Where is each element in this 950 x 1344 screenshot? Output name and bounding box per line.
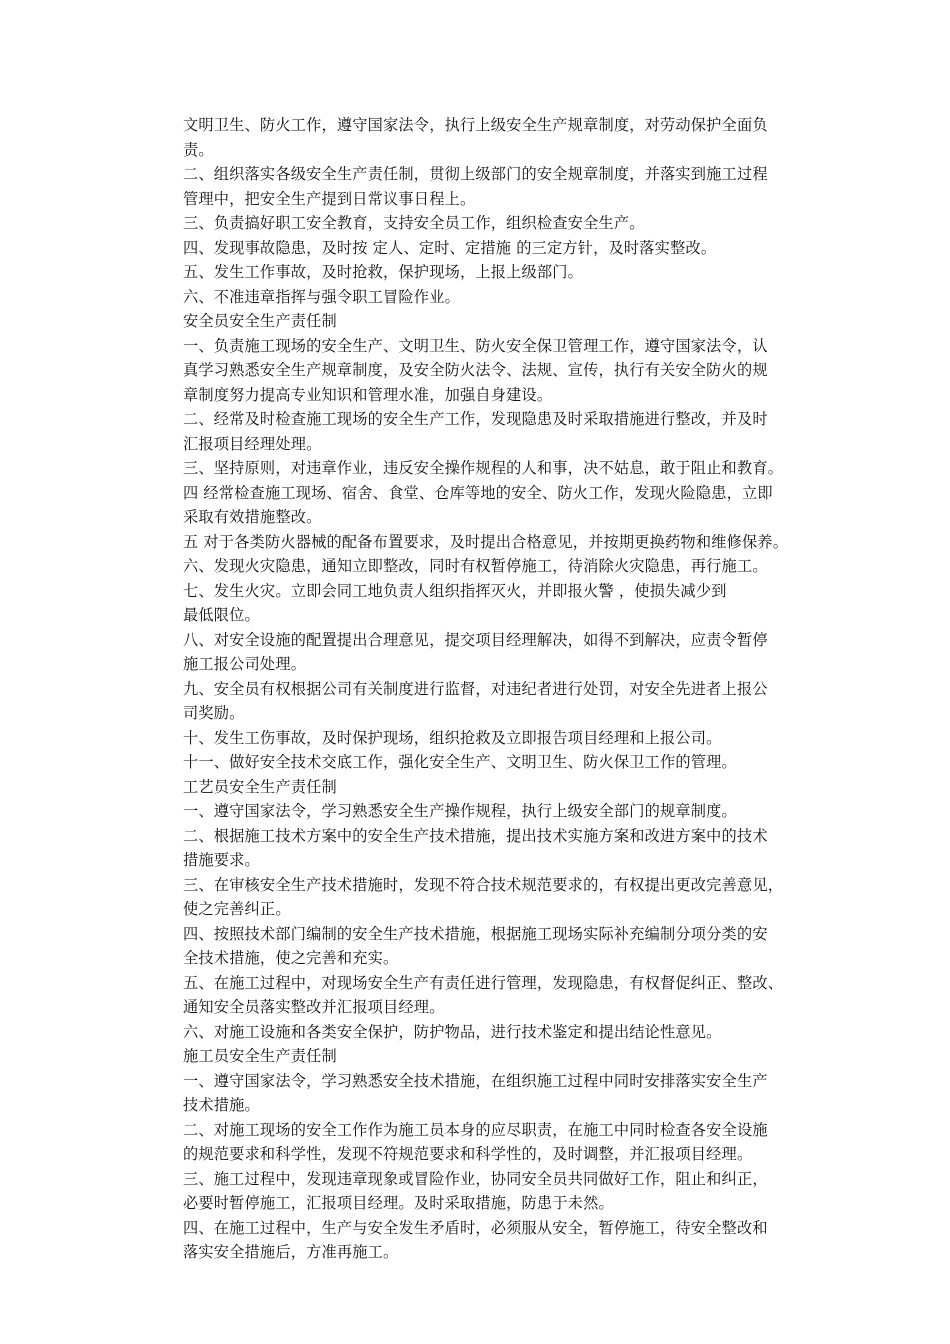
text-line: 技术措施。 <box>183 1096 260 1114</box>
text-line: 一、负责施工现场的安全生产、文明卫生、防火安全保卫管理工作，遵守国家法令，认 <box>183 336 768 355</box>
text-line: 最低限位。 <box>183 606 260 624</box>
text-line: 二、经常及时检查施工现场的安全生产工作，发现隐患及时采取措施进行整改，并及时 <box>183 410 768 428</box>
text-line: 施工员安全生产责任制 <box>183 1047 337 1065</box>
text-line: 汇报项目经理处理。 <box>183 434 322 453</box>
text-line: 一、遵守国家法令，学习熟悉安全生产操作规程，执行上级安全部门的规章制度。 <box>183 802 737 820</box>
text-line: 四、按照技术部门编制的安全生产技术措施，根据施工现场实际补充编制分项分类的安 <box>183 924 768 943</box>
text-line: 二、对施工现场的安全工作作为施工员本身的应尽职责，在施工中同时检查各安全设施 <box>183 1120 768 1139</box>
text-line: 措施要求。 <box>183 851 260 869</box>
text-line: 三、施工过程中，发现违章现象或冒险作业，协同安全员共同做好工作，阻止和纠正， <box>183 1169 768 1188</box>
text-line: 工艺员安全生产责任制 <box>183 777 337 796</box>
text-line: 使之完善纠正。 <box>183 900 291 918</box>
document-body <box>183 113 828 1265</box>
text-line: 三、坚持原则，对违章作业，违反安全操作规程的人和事，决不姑息，敢于阻止和教育。 <box>183 459 784 477</box>
text-line: 五、发生工作事故，及时抢救，保护现场，上报上级部门。 <box>183 263 584 281</box>
text-line: 落实安全措施后，方准再施工。 <box>183 1243 399 1261</box>
text-line: 六、不准违章指挥与强令职工冒险作业。 <box>183 287 460 306</box>
text-line: 管理中，把安全生产提到日常议事日程上。 <box>183 189 476 208</box>
text-line: 九、安全员有权根据公司有关制度进行监督，对违纪者进行处罚，对安全先进者上报公 <box>183 679 768 698</box>
text-line: 七、发生火灾。立即会同工地负责人组织指挥灭火，并即报火警 ，使损失减少到 <box>183 581 727 600</box>
text-line: 八、对安全设施的配置提出合理意见，提交项目经理解决，如得不到解决，应责令暂停 <box>183 630 768 649</box>
text-line: 三、在审核安全生产技术措施时，发现不符合技术规范要求的，有权提出更改完善意见， <box>183 875 784 894</box>
text-line: 三、负责搞好职工安全教育，支持安全员工作，组织检查安全生产。 <box>183 214 645 232</box>
text-line: 真学习熟悉安全生产规章制度，及安全防火法令、法规、宣传，执行有关安全防火的规 <box>183 361 768 379</box>
text-line: 六、对施工设施和各类安全保护，防护物品，进行技术鉴定和提出结论性意见。 <box>183 1022 722 1041</box>
text-line: 通知安全员落实整改并汇报项目经理。 <box>183 998 445 1016</box>
text-line: 十、发生工伤事故，及时保护现场，组织抢救及立即报告项目经理和上报公司。 <box>183 728 722 747</box>
text-line: 全技术措施，使之完善和充实。 <box>183 949 399 967</box>
text-line: 二、组织落实各级安全生产责任制，贯彻上级部门的安全规章制度，并落实到施工过程 <box>183 165 768 183</box>
text-line: 责。 <box>183 140 214 159</box>
text-line: 文明卫生、防火工作，遵守国家法令，执行上级安全生产规章制度，对劳动保护全面负 <box>183 116 768 134</box>
text-line: 安全员安全生产责任制 <box>183 312 337 330</box>
text-line: 四、在施工过程中，生产与安全发生矛盾时，必须服从安全，暂停施工，待安全整改和 <box>183 1218 768 1237</box>
text-line: 四 经常检查施工现场、宿舍、食堂、仓库等地的安全、防火工作，发现火险隐患，立即 <box>183 483 773 502</box>
text-line: 的规范要求和科学性，发现不符规范要求和科学性的，及时调整，并汇报项目经理。 <box>183 1145 753 1163</box>
text-line: 十一、做好安全技术交底工作，强化安全生产、文明卫生、防火保卫工作的管理。 <box>183 753 737 771</box>
text-line: 必要时暂停施工，汇报项目经理。及时采取措施，防患于未然。 <box>183 1194 614 1212</box>
text-line: 一、遵守国家法令，学习熟悉安全技术措施，在组织施工过程中同时安排落实安全生产 <box>183 1071 768 1090</box>
text-line: 施工报公司处理。 <box>183 655 307 673</box>
text-line: 司奖励。 <box>183 704 245 722</box>
text-line: 采取有效措施整改。 <box>183 508 322 526</box>
text-line: 六、发现火灾隐患，通知立即整改，同时有权暂停施工，待消除火灾隐患，再行施工。 <box>183 557 768 575</box>
text-line: 章制度努力提高专业知识和管理水准，加强自身建设。 <box>183 385 553 404</box>
text-line: 五、在施工过程中，对现场安全生产有责任进行管理，发现隐患，有权督促纠正、整改、 <box>183 973 784 992</box>
text-line: 五 对于各类防火器械的配备布置要求，及时提出合格意见，并按期更换药物和维修保养。 <box>183 532 789 551</box>
text-line: 四、发现事故隐患，及时按 定人、定时、定措施 的三定方针，及时落实整改。 <box>183 238 717 257</box>
text-line: 二、根据施工技术方案中的安全生产技术措施，提出技术实施方案和改进方案中的技术 <box>183 826 768 845</box>
